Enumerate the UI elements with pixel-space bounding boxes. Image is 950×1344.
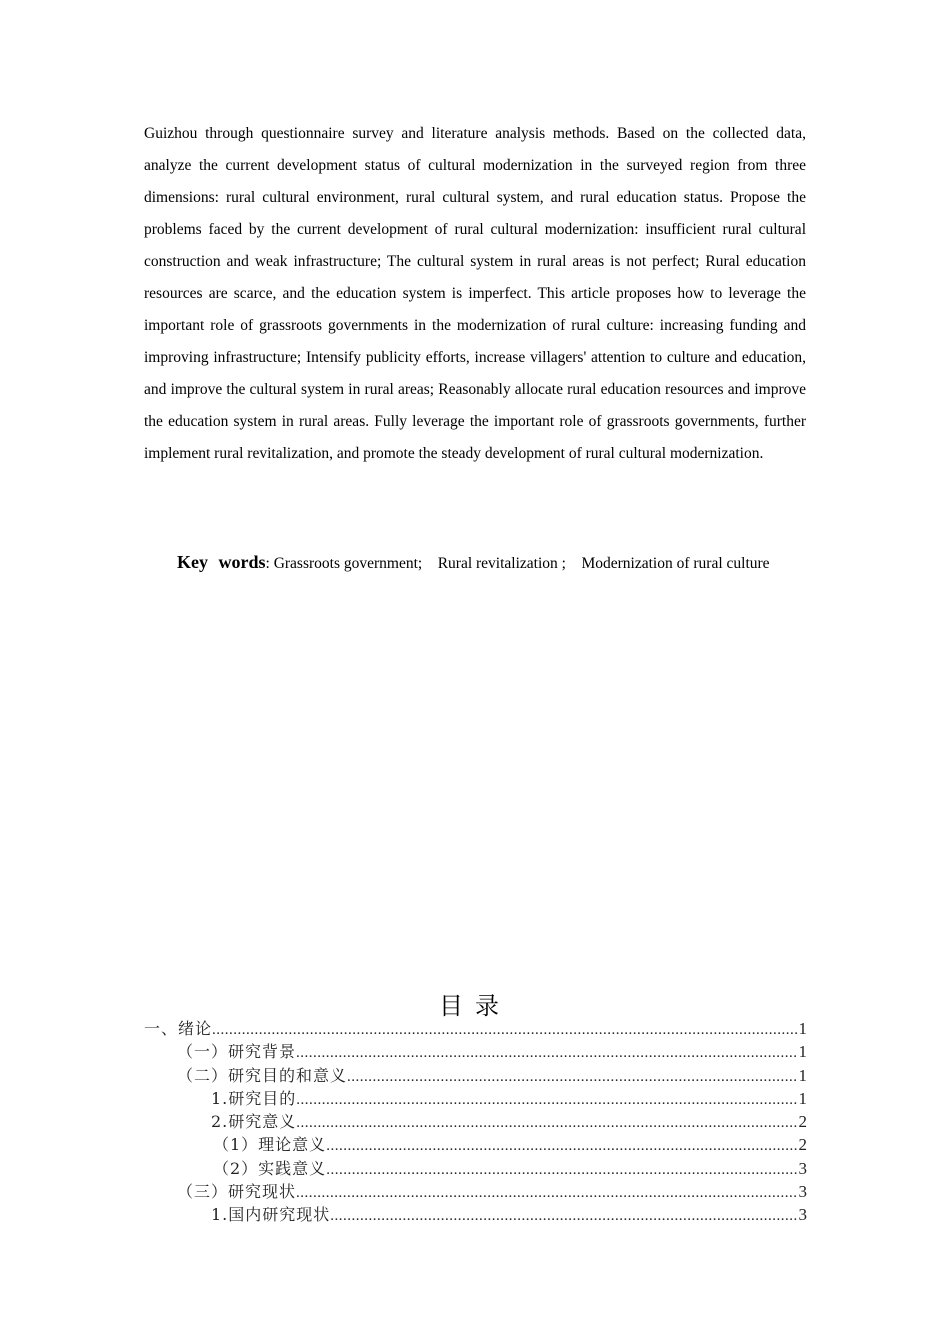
toc-page-number: 3 [798,1158,807,1178]
toc-entry[interactable] [144,1016,807,1039]
toc-entry-label: 1.国内研究现状 [211,1205,331,1225]
toc-page-number: 1 [798,1065,807,1085]
toc-page-number: 1 [798,1019,807,1038]
keywords-label: Key words [177,552,266,572]
toc-entry-label: （二）研究目的和意义 [177,1065,348,1085]
toc-leader-dots [326,1162,797,1179]
toc-entry-label: （1）理论意义 [213,1135,327,1155]
keywords-paragraph [144,546,806,580]
keywords-colon: : [265,555,270,572]
keyword-item: Grassroots government; [273,555,423,572]
toc-entry-label: （三）研究现状 [177,1182,297,1202]
toc-leader-dots [212,1022,797,1039]
toc-entry[interactable] [144,1156,807,1179]
table-of-contents [144,1016,807,1226]
toc-leader-dots [296,1045,797,1062]
toc-entry[interactable] [144,1039,807,1062]
toc-entry[interactable] [144,1179,807,1202]
toc-page-number: 2 [798,1135,807,1155]
toc-entry-label: （2）实践意义 [213,1158,327,1178]
toc-leader-dots [296,1092,797,1109]
toc-entry[interactable] [144,1132,807,1155]
toc-entry[interactable] [144,1109,807,1132]
toc-entry[interactable] [144,1202,807,1225]
keyword-item: Rural revitalization ; [437,555,566,572]
toc-leader-dots [296,1185,797,1202]
toc-entry[interactable] [144,1086,807,1109]
toc-page-number: 3 [798,1205,807,1225]
toc-page-number: 2 [798,1112,807,1132]
toc-entry-label: 一、绪论 [144,1019,213,1038]
abstract-paragraph: Guizhou through questionnaire survey and literature analysis methods. Based on the collected data, analyze the current development status of cultural modernization in the surveyed region from three dimensions: rural cultural environment, rural cultural system, and rural education status. Propose the problems faced by the current development of rural cultural modernization: insufficient rural cultural construction and weak infrastructure; The cultural system in rural areas is not perfect; Rural education resources are scarce, and the education system is imperfect. This article proposes how to leverage the important role of grassroots governments in the modernization of rural culture: increasing funding and improving infrastructure; Intensify publicity efforts, increase villagers' attention to culture and education, and improve the cultural system in rural areas; Reasonably allocate rural education resources and improve the education system in rural areas. Fully leverage the important role of grassroots governments, further implement rural revitalization, and promote the steady development of rural cultural modernization. [144,125,806,462]
toc-entry-label: 1.研究目的 [211,1088,297,1108]
toc-page-number: 1 [798,1088,807,1108]
toc-leader-dots [347,1069,797,1086]
toc-title: 目录 [439,992,511,1020]
toc-entry-label: 2.研究意义 [211,1112,297,1132]
toc-entry[interactable] [144,1063,807,1086]
toc-entry-label: （一）研究背景 [177,1042,297,1062]
toc-leader-dots [326,1138,797,1155]
keyword-item: Modernization of rural culture [581,555,770,572]
toc-page-number: 1 [798,1042,807,1062]
toc-leader-dots [296,1115,797,1132]
toc-leader-dots [330,1208,797,1225]
toc-page-number: 3 [798,1182,807,1202]
